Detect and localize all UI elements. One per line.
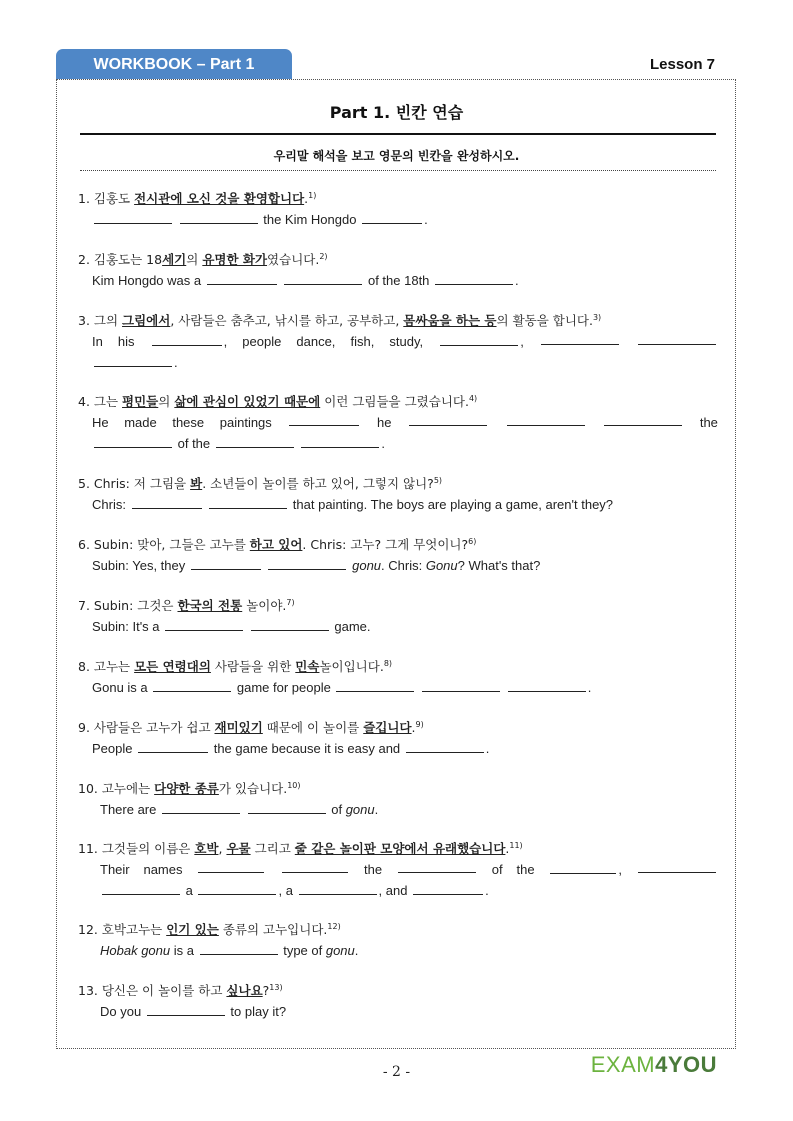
question-10 <box>78 775 718 820</box>
page-number: - 2 - <box>382 1064 411 1080</box>
english-sentence: People the game because it is easy and . <box>92 741 490 757</box>
blank[interactable] <box>413 881 483 895</box>
korean-sentence: 3. 그의 그림에서, 사람들은 춤추고, 낚시를 하고, 공부하고, 몸싸움을 하는 등의 활동을 합니다.$^{3)}$ <box>78 313 602 329</box>
korean-sentence: 6. Subin: 맞아, 그들은 고누를 하고 있어. Chris: 고누? 그게 무엇이니?$^{6)}$ <box>78 537 477 553</box>
question-4 <box>78 388 718 454</box>
english-sentence: Chris: that painting. The boys are playing a game, aren't they? <box>92 497 614 513</box>
english-sentence: the Kim Hongdo . <box>78 209 718 230</box>
korean-sentence: 13. 당신은 이 놀이를 하고 싶나요?$^{13)}$ <box>78 983 283 999</box>
blank[interactable] <box>289 412 359 426</box>
korean-sentence: 8. 고누는 모든 연령대의 사람들을 위한 민속놀이입니다.$^{8)}$ <box>78 659 393 675</box>
blank[interactable] <box>216 434 294 448</box>
english-sentence-cont: a , a , and . <box>78 880 718 901</box>
korean-sentence: 4. 그는 평민들의 삶에 관심이 있었기 때문에 이런 그림들을 그렸습니다.$^{4)}$ <box>78 394 478 410</box>
blank[interactable] <box>251 617 329 631</box>
blank[interactable] <box>550 860 616 874</box>
blank[interactable] <box>440 332 518 346</box>
question-11 <box>78 835 718 901</box>
blank[interactable] <box>180 210 258 224</box>
question-6 <box>78 531 718 576</box>
korean-sentence: 5. Chris: 저 그림을 봐. 소년들이 놀이를 하고 있어, 그렇지 않니?$^{5)}$ <box>78 476 443 492</box>
blank[interactable] <box>248 800 326 814</box>
lesson-label: Lesson 7 <box>649 56 715 73</box>
question-3 <box>78 307 718 373</box>
blank[interactable] <box>153 678 231 692</box>
blank[interactable] <box>422 678 500 692</box>
question-13 <box>78 977 718 1022</box>
korean-sentence: 12. 호박고누는 인기 있는 종류의 고누입니다.$^{12)}$ <box>78 922 341 938</box>
english-sentence: Hobak gonu is a type of gonu. <box>100 943 359 959</box>
instruction-divider <box>80 170 716 171</box>
blank[interactable] <box>541 331 619 345</box>
blank[interactable] <box>198 859 264 873</box>
english-sentence: Subin: Yes, they gonu. Chris: Gonu? What's that? <box>92 558 541 574</box>
english-sentence-cont: of the . <box>78 433 718 454</box>
blank[interactable] <box>398 859 476 873</box>
blank[interactable] <box>301 434 379 448</box>
blank[interactable] <box>94 210 172 224</box>
blank[interactable] <box>638 331 716 345</box>
question-7 <box>78 592 718 637</box>
blank[interactable] <box>147 1002 225 1016</box>
blank[interactable] <box>435 271 513 285</box>
exam4you-logo: EXAM4YOU <box>590 1052 717 1077</box>
question-9 <box>78 714 718 759</box>
blank[interactable] <box>268 556 346 570</box>
question-5 <box>78 470 718 515</box>
question-1 <box>78 185 718 230</box>
question-8 <box>78 653 718 698</box>
blank[interactable] <box>604 412 682 426</box>
english-sentence-cont: . <box>78 352 718 373</box>
blank[interactable] <box>282 859 348 873</box>
blank[interactable] <box>165 617 243 631</box>
english-sentence: Kim Hongdo was a of the 18th . <box>92 273 519 289</box>
blank[interactable] <box>507 412 585 426</box>
blank[interactable] <box>284 271 362 285</box>
english-sentence: Subin: It's a game. <box>92 619 371 635</box>
blank[interactable] <box>508 678 586 692</box>
instruction: 우리말 해석을 보고 영문의 빈칸을 완성하시오. <box>273 149 520 163</box>
blank[interactable] <box>638 859 716 873</box>
blank[interactable] <box>198 881 276 895</box>
blank[interactable] <box>362 210 422 224</box>
blank[interactable] <box>102 881 180 895</box>
korean-sentence: 1. 김홍도 전시관에 오신 것을 환영합니다.$^{1)}$ <box>78 191 317 207</box>
english-sentence: Their names the of the , <box>78 859 718 880</box>
blank[interactable] <box>94 434 172 448</box>
korean-sentence: 11. 그것들의 이름은 호박, 우물 그리고 줄 같은 놀이판 모양에서 유래했습니다.$^{11)}$ <box>78 841 523 857</box>
blank[interactable] <box>138 739 208 753</box>
english-sentence: He made these paintings he the <box>78 412 718 433</box>
blank[interactable] <box>336 678 414 692</box>
blank[interactable] <box>299 881 377 895</box>
english-sentence: Do you to play it? <box>100 1004 287 1020</box>
korean-sentence: 7. Subin: 그것은 한국의 전통 놀이야.$^{7)}$ <box>78 598 295 614</box>
title-rule <box>80 133 716 135</box>
blank[interactable] <box>162 800 240 814</box>
blank[interactable] <box>191 556 261 570</box>
korean-sentence: 10. 고누에는 다양한 종류가 있습니다.$^{10)}$ <box>78 781 301 797</box>
blank[interactable] <box>209 495 287 509</box>
english-sentence: In his , people dance, fish, study, , <box>78 331 718 352</box>
english-sentence: There are of gonu. <box>100 802 379 818</box>
workbook-tab: WORKBOOK – Part 1 <box>56 49 292 79</box>
blank[interactable] <box>152 332 222 346</box>
english-sentence: Gonu is a game for people . <box>92 680 592 696</box>
question-2 <box>78 246 718 291</box>
korean-sentence: 2. 김홍도는 18세기의 유명한 화가였습니다.$^{2)}$ <box>78 252 328 268</box>
blank[interactable] <box>200 941 278 955</box>
blank[interactable] <box>132 495 202 509</box>
blank[interactable] <box>207 271 277 285</box>
blank[interactable] <box>409 412 487 426</box>
page-title: Part 1. 빈칸 연습 <box>329 103 464 122</box>
blank[interactable] <box>406 739 484 753</box>
korean-sentence: 9. 사람들은 고누가 쉽고 재미있기 때문에 이 놀이를 즐깁니다.$^{9)}$ <box>78 720 424 736</box>
blank[interactable] <box>94 353 172 367</box>
question-12 <box>78 916 718 961</box>
